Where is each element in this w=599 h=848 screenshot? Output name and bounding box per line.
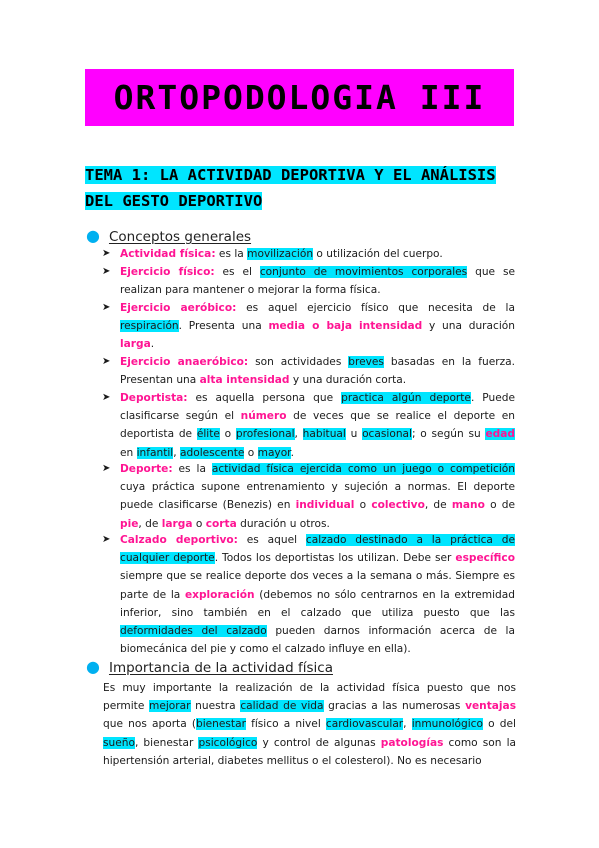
bullet-dot-icon: ●: [86, 226, 100, 245]
list-item-ejercicio-aerobico: ➤ Ejercicio aeróbico: es aquel ejercicio físico que necesita de la respiración. Presenta una media o baja intensidad y una duración larga.: [120, 299, 515, 354]
arrow-bullet-icon: ➤: [102, 534, 111, 545]
document-title: ORTOPODOLOGIA III: [113, 78, 486, 117]
importancia-paragraph: Es muy importante la realización de la actividad física puesto que nos permite mejorar nuestra calidad de vida gracias a las numerosas ventajas que nos aporta (bienestar físico a nivel cardiovascular, inmunológico o del sueño, bienestar psicológico y control de algunas patologías como son la hipertensión arterial, diabetes mellitus o el colesterol). No es necesario: [103, 682, 517, 767]
arrow-bullet-icon: ➤: [102, 463, 111, 474]
arrow-bullet-icon: ➤: [102, 392, 111, 403]
tema-heading: TEMA 1: LA ACTIVIDAD DEPORTIVA Y EL ANÁLISIS DEL GESTO DEPORTIVO: [85, 166, 496, 210]
section-heading-importancia: ● Importancia de la actividad física: [86, 657, 333, 676]
list-item-calzado-deportivo: ➤ Calzado deportivo: es aquel calzado destinado a la práctica de cualquier deporte. Todos los deportistas los utilizan. Debe ser específico siempre que se realice deporte dos veces a la semana o más. Siempre es parte de la exploración (debemos no sólo centrarnos en la extremidad inferior, sino también en el calzado que utiliza puesto que las deformidades del calzado pueden darnos información acerca de la biomecánica del pie y como el calzado influye en ella).: [120, 531, 515, 658]
list-item-deportista: ➤ Deportista: es aquella persona que practica algún deporte. Puede clasificarse según el número de veces que se realice el deporte en deportista de élite o profesional, habitual u ocasional; o según su edad en infantil, adolescente o mayor.: [120, 389, 515, 462]
bullet-dot-icon: ●: [86, 657, 100, 676]
arrow-bullet-icon: ➤: [102, 302, 111, 313]
list-item-ejercicio-anaerobico: ➤ Ejercicio anaeróbico: son actividades breves basadas en la fuerza. Presentan una alta intensidad y una duración corta.: [120, 353, 515, 389]
arrow-bullet-icon: ➤: [102, 356, 111, 367]
title-banner: [85, 69, 514, 126]
section-heading-conceptos: ● Conceptos generales: [86, 226, 252, 245]
arrow-bullet-icon: ➤: [102, 248, 111, 259]
list-item-actividad-fisica: ➤ Actividad física: es la movilización o utilización del cuerpo.: [120, 245, 515, 263]
list-item-ejercicio-fisico: ➤ Ejercicio físico: es el conjunto de movimientos corporales que se realizan para mantener o mejorar la forma física.: [120, 263, 515, 299]
arrow-bullet-icon: ➤: [102, 266, 111, 277]
list-item-deporte: ➤ Deporte: es la actividad física ejercida como un juego o competición cuya práctica supone entrenamiento y sujeción a normas. El deporte puede clasificarse (Benezis) en individual o colectivo, de mano o de pie, de larga o corta duración u otros.: [120, 460, 515, 533]
